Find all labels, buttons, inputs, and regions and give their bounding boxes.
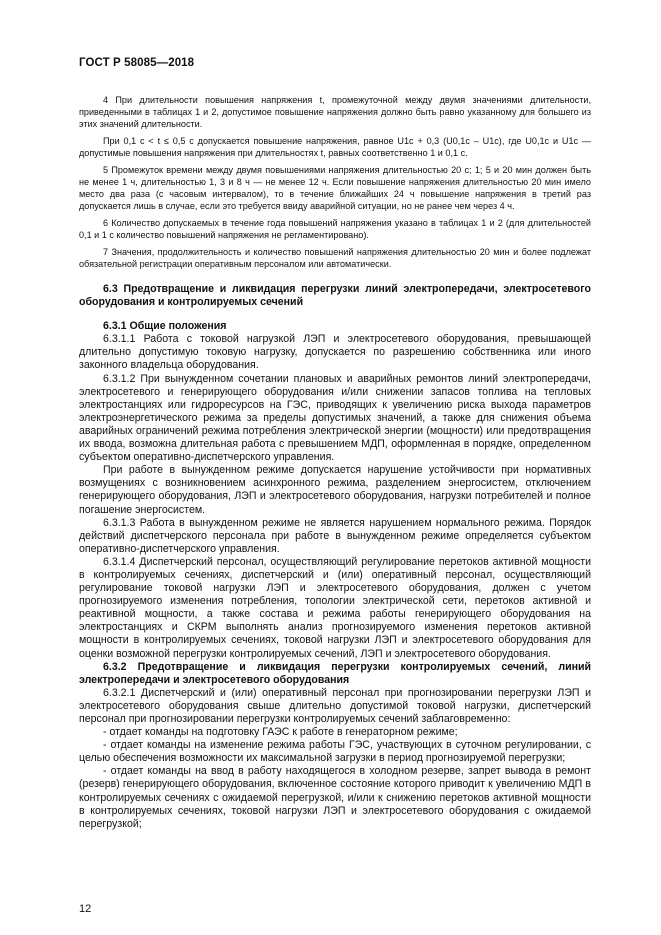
paragraph-6-3-1-3: 6.3.1.3 Работа в вынужденном режиме не является нарушением нормального режима. Порядок действий диспетчерского персонала при работе в вынужденном режиме определяется субъектом оперативно-диспетчерского управления. xyxy=(79,516,591,555)
list-item: - отдает команды на ввод в работу находящегося в холодном резерве, запрет вывода в ремонт (резерв) генерирующего оборудования, включенное состояние которого приводит к увеличению МДП в контролируемых сечениях с ожидаемой перегрузкой, и/или к снижению перетоков активной мощности в контролируемых сечениях, токовой нагрузки ЛЭП и электросетевого оборудования с ожидаемой перегрузкой; xyxy=(79,765,591,830)
section-title: 6.3 Предотвращение и ликвидация перегрузки линий электропередачи, электросетевого оборудования и контролируемых сечений xyxy=(79,283,591,309)
paragraph-6-3-1-1: 6.3.1.1 Работа с токовой нагрузкой ЛЭП и электросетевого оборудования, превышающей длительно допустимую токовую нагрузку, допускается по разрешению собственника или иного законного владельца оборудования. xyxy=(79,333,591,372)
table-notes xyxy=(79,94,591,270)
page-content xyxy=(79,94,591,831)
paragraph-6-3-1-2: 6.3.1.2 При вынужденном сочетании плановых и аварийных ремонтов линий электропередачи, электросетевого и генерирующего оборудования и/или снижении запасов топлива на тепловых электростанциях или гидроресурсов на ГЭС, приводящих к увеличению риска выхода параметров электроэнергетического режима за пределы допустимых значений, а также для снижения объема аварийных ограничений режима потребления электрической энергии (мощности) или предотвращения их ввода, возможна длительная работа с превышением МДП, оформленная в порядке, определенном субъектом оперативно-диспетчерского управления. xyxy=(79,372,591,464)
section-6-3 xyxy=(79,283,591,831)
note-4: 4 При длительности повышения напряжения t, промежуточной между двумя значениями длительности, приведенными в таблицах 1 и 2, допустимое повышение напряжения должно быть равно указанному для большего из этих значений длительности. xyxy=(79,95,591,129)
paragraph-forced-mode: При работе в вынужденном режиме допускается нарушение устойчивости при нормативных возмущениях с возникновением асинхронного режима, разделением энергосистем, отключением генерирующего оборудования, ЛЭП и электросетевого оборудования, нагрузки потребителей и полное погашение энергосистем. xyxy=(79,464,591,516)
note-6: 6 Количество допускаемых в течение года повышений напряжения указано в таблицах 1 и 2 (для длительностей 0,1 и 1 с количество повышений напряжения не регламентировано). xyxy=(79,218,591,240)
subsection-title-6-3-1: 6.3.1 Общие положения xyxy=(103,320,227,333)
note-7: 7 Значения, продолжительность и количество повышений напряжения длительностью 20 мин и более подлежат обязательной регистрации оперативным персоналом или автоматически. xyxy=(79,247,591,269)
note-5: 5 Промежуток времени между двумя повышениями напряжения длительностью 20 с; 1; 5 и 20 мин должен быть не менее 1 ч, длительностью 1, 3 и 8 ч — не менее 12 ч. Если повышение напряжения длительностью 20 мин имело место два раза (с часовым интервалом), то в течение ближайших 24 ч повышение напряжения в третий раз допускается лишь в случае, если это требуется ввиду аварийной ситуации, но не ранее чем через 4 ч. xyxy=(79,165,591,211)
list-item: - отдает команды на подготовку ГАЭС к работе в генераторном режиме; xyxy=(103,726,458,739)
subsection-title-6-3-2: 6.3.2 Предотвращение и ликвидация перегрузки контролируемых сечений, линий электропередачи и электросетевого оборудования xyxy=(79,660,591,686)
page-number: 12 xyxy=(79,903,92,915)
note-4-formula: При 0,1 с < t ≤ 0,5 с допускается повышение напряжения, равное U1с + 0,3 (U0,1с – U1с), где U0,1с и U1с — допустимые повышения напряжения при длительностях t, равных соответственно 1 и 0,1 с. xyxy=(79,136,591,158)
paragraph-6-3-2-1: 6.3.2.1 Диспетчерский и (или) оперативный персонал при прогнозировании перегрузки ЛЭП и электросетевого оборудования свыше длительно допустимой токовой нагрузки, диспетчерский персонал при прогнозировании перегрузки контролируемых сечений заблаговременно: xyxy=(79,686,591,725)
list-item: - отдает команды на изменение режима работы ГЭС, участвующих в суточном регулировании, с целью обеспечения возможности их максимальной загрузки в период прогнозируемой перегрузки; xyxy=(79,739,591,765)
paragraph-6-3-1-4: 6.3.1.4 Диспетчерский персонал, осуществляющий регулирование перетоков активной мощности в контролируемых сечениях, диспетчерский и (или) оперативный персонал, осуществляющий регулирование токовой нагрузки ЛЭП и электросетевого оборудования, должен с учетом прогнозируемого изменения потребления, топологии электрической сети, перетоков активной и реактивной мощности, а также состава и режима работы генерирующего оборудования на электростанциях и СКРМ выполнять анализ прогнозируемого изменения перетоков активной мощности в контролируемых сечениях, токовой нагрузки ЛЭП и электросетевого оборудования для оценки возможной перегрузки контролируемых сечений, ЛЭП и электросетевого оборудования. xyxy=(79,555,591,660)
standard-header: ГОСТ Р 58085—2018 xyxy=(79,57,195,69)
